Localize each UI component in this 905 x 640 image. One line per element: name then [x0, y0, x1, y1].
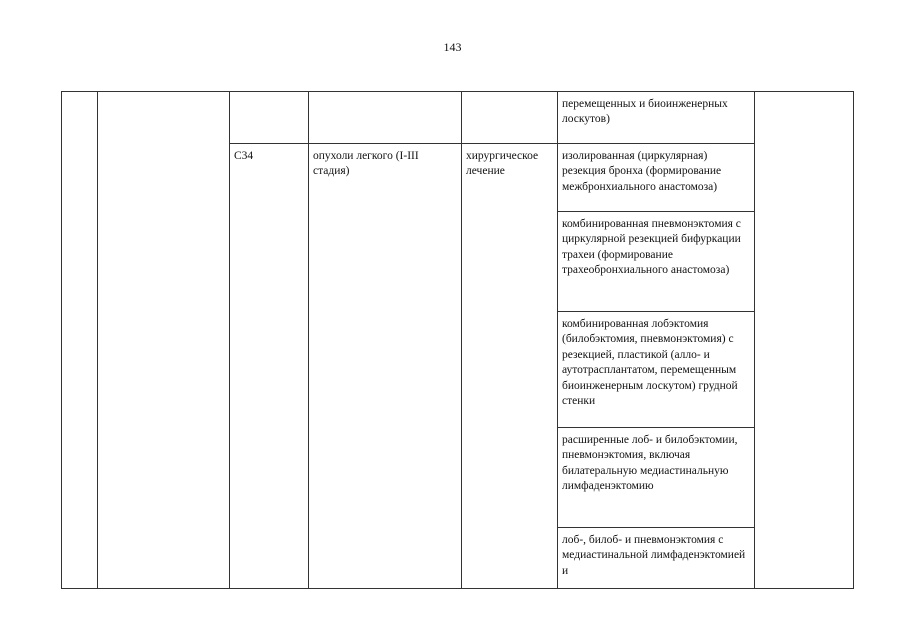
- method-cell: расширенные лоб- и билобэктомии, пневмонэктомия, включая билатеральную медиастинальную лимфаденэктомию: [558, 428, 755, 528]
- method-cell: изолированная (циркулярная) резекция бронха (формирование межбронхиального анастомоза): [558, 144, 755, 212]
- page-number: 143: [443, 40, 462, 54]
- code-cell: [230, 92, 309, 144]
- procedures-table: [61, 91, 854, 589]
- diagnosis-cell: [309, 92, 462, 144]
- care-type-cell: [98, 92, 230, 589]
- cost-cell: [755, 92, 854, 589]
- row-number-cell: [62, 92, 98, 589]
- method-cell: лоб-, билоб- и пневмонэктомия с медиастинальной лимфаденэктомией и: [558, 528, 755, 589]
- treatment-type-cell: хирургическое лечение: [462, 144, 558, 589]
- treatment-type-cell: [462, 92, 558, 144]
- method-cell: перемещенных и биоинженерных лоскутов): [558, 92, 755, 144]
- code-cell: C34: [230, 144, 309, 589]
- table-row: [62, 92, 854, 144]
- diagnosis-cell: опухоли легкого (I-III стадия): [309, 144, 462, 589]
- method-cell: комбинированная пневмонэктомия с циркулярной резекцией бифуркации трахеи (формирование трахеобронхиального анастомоза): [558, 212, 755, 312]
- method-cell: комбинированная лобэктомия (билобэктомия, пневмонэктомия) с резекцией, пластикой (алло- и аутотрасплантатом, перемещенным биоинженерным лоскутом) грудной стенки: [558, 312, 755, 428]
